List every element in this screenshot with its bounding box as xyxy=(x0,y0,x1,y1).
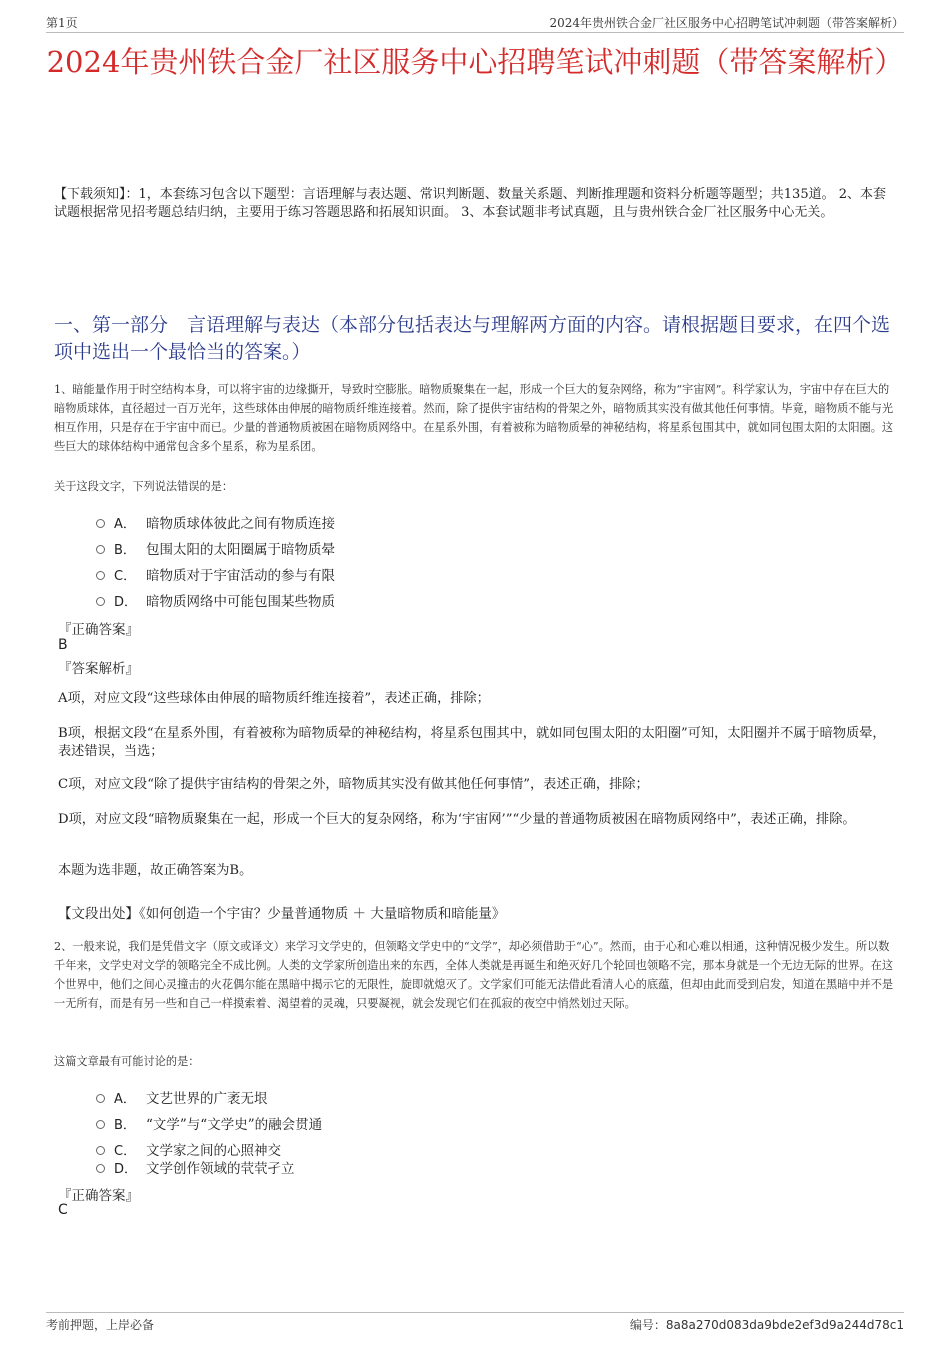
analysis-conclusion: 本题为选非题，故正确答案为B。 xyxy=(58,863,253,878)
option-letter: B． xyxy=(114,1118,136,1133)
radio-icon[interactable] xyxy=(96,1146,105,1155)
correct-answer-label: 『正确答案』 xyxy=(58,622,139,638)
document-title: 2024年贵州铁合金厂社区服务中心招聘笔试冲刺题（带答案解析） xyxy=(46,45,904,79)
radio-icon[interactable] xyxy=(96,1164,105,1173)
passage-source: 【文段出处】《如何创造一个宇宙？少量普通物质 ＋ 大量暗物质和暗能量》 xyxy=(58,906,506,922)
option-text: 文学家之间的心照神交 xyxy=(146,1143,281,1159)
radio-icon[interactable] xyxy=(96,545,105,554)
option-text: 暗物质球体彼此之间有物质连接 xyxy=(146,516,335,532)
option-text: 暗物质对于宇宙活动的参与有限 xyxy=(146,568,335,584)
analysis-item-b: B项，根据文段“在星系外围，有着被称为暗物质晕的神秘结构，将星系包围其中，就如同包围太阳的太阳圈”可知，太阳圈并不属于暗物质晕，表述错误，当选； xyxy=(58,726,886,759)
radio-icon[interactable] xyxy=(96,1120,105,1129)
page-number: 第1页 xyxy=(46,16,78,30)
analysis-item-a: A项，对应文段“这些球体由伸展的暗物质纤维连接着”，表述正确，排除； xyxy=(58,691,490,706)
radio-icon[interactable] xyxy=(96,571,105,580)
correct-answer: C xyxy=(58,1202,68,1218)
footer-serial: 编号：8a8a270d083da9bde2ef3d9a244d78c1 xyxy=(629,1318,904,1332)
option-text: 包围太阳的太阳圈属于暗物质晕 xyxy=(146,542,335,558)
option-letter: A． xyxy=(114,1092,136,1107)
option-letter: D． xyxy=(114,1162,138,1177)
question-2-ask: 这篇文章最有可能讨论的是： xyxy=(54,1055,200,1068)
option-letter: D． xyxy=(114,595,138,610)
option-letter: C． xyxy=(114,569,137,584)
radio-icon[interactable] xyxy=(96,519,105,528)
question-2-passage: 2、一般来说，我们是凭借文字（原文或译文）来学习文学史的，但领略文学史中的“文学”，却必须借助于“心”。然而，由于心和心难以相通，这种情况极少发生。所以数千年来，文学史对文学的领略完全不成比例。人类的文学家所创造出来的东西，全体人类就是再诞生和绝灭好几个轮回也领略不完，那本身就是一个无边无际的世界。在这个世界中，他们之间心灵撞击的火花偶尔能在黑暗中揭示它的无限性，旋即就熄灭了。文学家们可能无法借此看清人心的底蕴，但却由此而受到启发，知道在黑暗中并不是一无所有，而是有另一些和自己一样摸索着、渴望着的灵魂，只要凝视，就会发现它们在孤寂的夜空中悄然划过天际。 xyxy=(54,940,894,1010)
option-text: “文学”与“文学史”的融会贯通 xyxy=(146,1117,323,1133)
header-doc-title: 2024年贵州铁合金厂社区服务中心招聘笔试冲刺题（带答案解析） xyxy=(549,16,904,30)
section-heading: 一、第一部分 言语理解与表达（本部分包括表达与理解两方面的内容。请根据题目要求，在四个选项中选出一个最恰当的答案。） xyxy=(54,314,891,363)
option-letter: C． xyxy=(114,1144,137,1159)
radio-icon[interactable] xyxy=(96,597,105,606)
download-notice: 【下载须知】：1，本套练习包含以下题型：言语理解与表达题、常识判断题、数量关系题、判断推理题和资料分析题等题型；共135道。 2、本套试题根据常见招考题总结归纳，主要用于练习答题思路和拓展知识面。 3、本套试题非考试真题，且与贵州铁合金厂社区服务中心无关。 xyxy=(54,187,886,220)
option-letter: A． xyxy=(114,517,136,532)
analysis-label: 『答案解析』 xyxy=(58,661,139,677)
analysis-item-d: D项，对应文段“暗物质聚集在一起，形成一个巨大的复杂网络，称为‘宇宙网’”“少量的普通物质被困在暗物质网络中”，表述正确，排除。 xyxy=(58,812,856,827)
page-header xyxy=(46,12,904,33)
analysis-item-c: C项，对应文段“除了提供宇宙结构的骨架之外，暗物质其实没有做其他任何事情”，表述正确，排除； xyxy=(58,777,649,792)
correct-answer: B xyxy=(58,637,68,653)
radio-icon[interactable] xyxy=(96,1094,105,1103)
question-1-passage: 1、暗能量作用于时空结构本身，可以将宇宙的边缘撕开，导致时空膨胀。暗物质聚集在一起，形成一个巨大的复杂网络，称为“宇宙网”。科学家认为，宇宙中存在巨大的暗物质球体，直径超过一百万光年，这些球体由伸展的暗物质纤维连接着。然而，除了提供宇宙结构的骨架之外，暗物质其实没有做其他任何事情。毕竟，暗物质不能与光相互作用，只是存在于宇宙中而已。少量的普通物质被困在暗物质网络中。在星系外围，有着被称为暗物质晕的神秘结构，将星系包围其中，就如同包围太阳的太阳圈。这些巨大的球体结构中通常包含多个星系，称为星系团。 xyxy=(54,383,894,453)
correct-answer-label: 『正确答案』 xyxy=(58,1188,139,1204)
footer-slogan: 考前押题，上岸必备 xyxy=(46,1318,155,1332)
page-footer xyxy=(46,1312,904,1337)
option-letter: B． xyxy=(114,543,136,558)
question-1-ask: 关于这段文字，下列说法错误的是： xyxy=(54,480,234,493)
option-text: 文学创作领域的茕茕孑立 xyxy=(146,1161,295,1177)
option-text: 文艺世界的广袤无垠 xyxy=(146,1091,268,1107)
option-text: 暗物质网络中可能包围某些物质 xyxy=(146,594,335,610)
